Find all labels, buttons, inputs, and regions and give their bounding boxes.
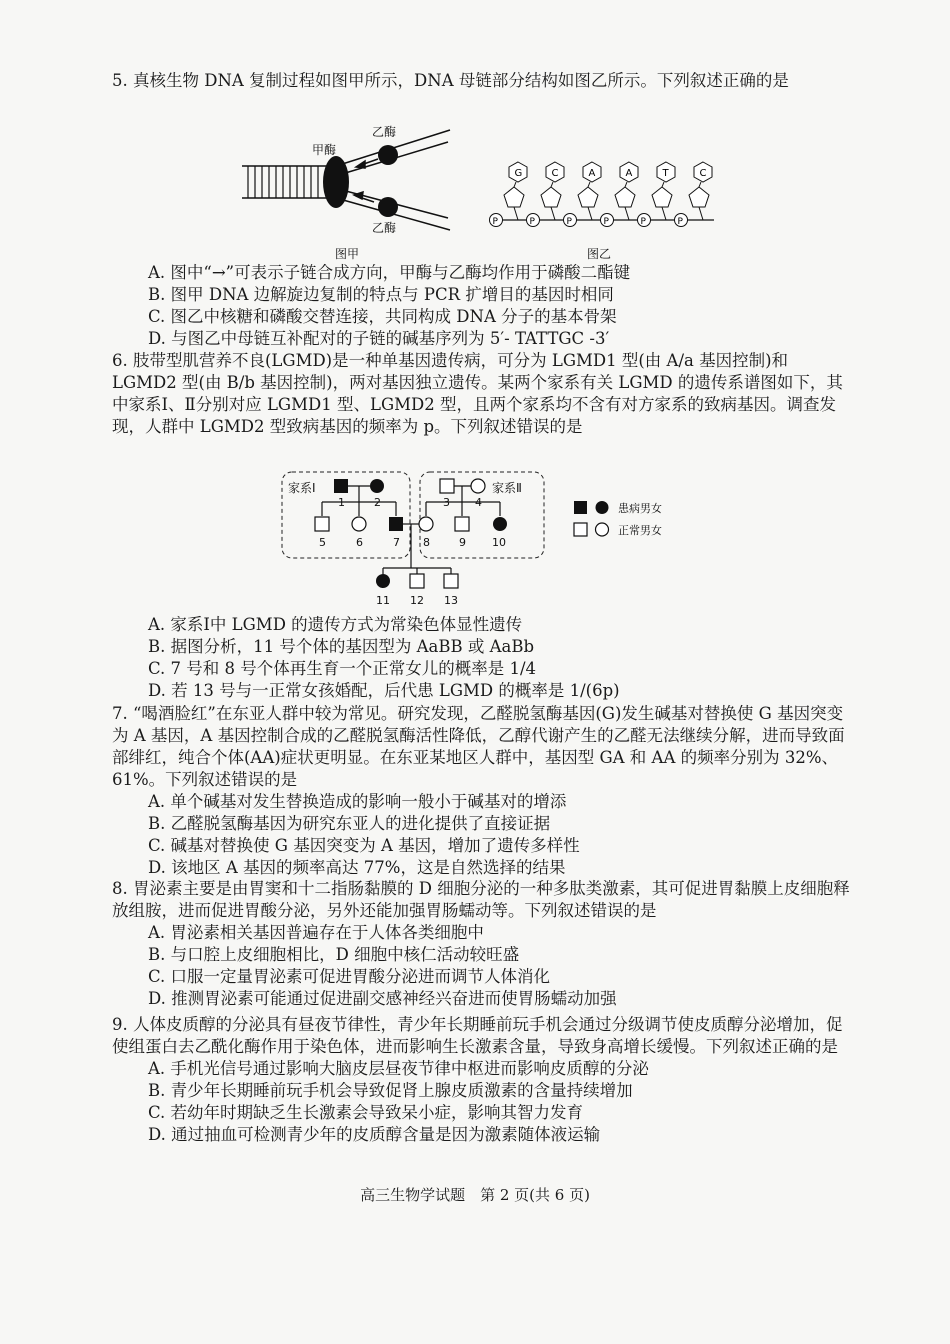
individual-2	[370, 479, 384, 493]
base-letter: A	[625, 168, 633, 179]
sugar-4	[615, 187, 635, 207]
caption-jia: 图甲	[335, 247, 360, 260]
individual-5	[315, 517, 329, 531]
label-enzyme-yi-upper: 乙酶	[372, 125, 397, 139]
individual-7	[389, 517, 403, 531]
individual-13	[444, 574, 458, 588]
number-9: 9	[459, 536, 466, 549]
sugar-link	[588, 207, 592, 220]
enzyme-yi-upper	[378, 145, 398, 165]
enzyme-yi-lower	[378, 197, 398, 217]
number-12: 12	[410, 594, 424, 607]
question-stem: 5. 真核生物 DNA 复制过程如图甲所示，DNA 母链部分结构如图乙所示。下列叙述正确的是	[112, 71, 789, 90]
page-footer: 高三生物学试题 第 2 页(共 6 页)	[360, 1186, 590, 1204]
phosphate-label: P	[566, 217, 572, 227]
base-letter: C	[699, 168, 707, 179]
base-link	[662, 182, 664, 187]
question-6	[112, 350, 852, 438]
option-a[interactable]: A. 胃泌素相关基因普遍存在于人体各类细胞中	[148, 923, 484, 942]
option-b[interactable]: B. 图甲 DNA 边解旋边复制的特点与 PCR 扩增目的基因时相同	[148, 285, 614, 304]
label-enzyme-yi-lower: 乙酶	[372, 221, 397, 235]
sugar-link	[551, 207, 555, 220]
number-6: 6	[356, 536, 363, 549]
phosphate-label: P	[640, 217, 646, 227]
individual-9	[455, 517, 469, 531]
number-2: 2	[374, 496, 381, 509]
phosphate-label: P	[677, 217, 683, 227]
phosphate-label: P	[603, 217, 609, 227]
number-10: 10	[492, 536, 506, 549]
number-3: 3	[443, 496, 450, 509]
legend-normal-label: 正常男女	[618, 524, 662, 537]
sugar-1	[504, 187, 524, 207]
sugar-link	[514, 207, 518, 220]
question-5-options	[112, 262, 852, 350]
pedigree-chart	[278, 468, 698, 610]
base-link	[514, 182, 516, 187]
individual-1	[334, 479, 348, 493]
option-b[interactable]: B. 青少年长期睡前玩手机会导致促肾上腺皮质激素的含量持续增加	[148, 1081, 633, 1100]
label-family-2: 家系Ⅱ	[492, 481, 522, 495]
individual-3	[440, 479, 454, 493]
legend-affected-label: 患病男女	[618, 502, 662, 515]
option-a[interactable]: A. 单个碱基对发生替换造成的影响一般小于碱基对的增添	[148, 792, 567, 811]
individual-10	[493, 517, 507, 531]
number-5: 5	[319, 536, 326, 549]
number-1: 1	[338, 496, 345, 509]
question-stem: 7. “喝酒脸红”在东亚人群中较为常见。研究发现，乙醛脱氢酶基因(G)发生碱基对替换使 G 基因突变为 A 基因，A 基因控制合成的乙醛脱氢酶活性降低，乙醇代谢产生的乙醛无法继续分解，进而导致面部绯红，纯合个体(AA)症状更明显。在东亚某地区人群中，基因型 GA 和 AA 的频率分别为 32%、61%。下列叙述错误的是	[112, 704, 845, 789]
option-d[interactable]: D. 通过抽血可检测青少年的皮质醇含量是因为激素随体液运输	[148, 1125, 601, 1144]
sugar-link	[699, 207, 703, 220]
phosphate-label: P	[492, 217, 498, 227]
individual-12	[410, 574, 424, 588]
option-b[interactable]: B. 据图分析，11 号个体的基因型为 AaBB 或 AaBb	[148, 637, 535, 656]
option-b[interactable]: B. 乙醛脱氢酶基因为研究东亚人的进化提供了直接证据	[148, 814, 551, 833]
caption-yi: 图乙	[587, 247, 612, 261]
sugar-6	[689, 187, 709, 207]
base-letter: A	[588, 168, 596, 179]
base-link	[588, 182, 590, 187]
option-d[interactable]: D. 推测胃泌素可能通过促进副交感神经兴奋进而使胃肠蠕动加强	[148, 989, 617, 1008]
base-letter: G	[514, 168, 523, 179]
sugar-2	[541, 187, 561, 207]
question-stem: 8. 胃泌素主要是由胃窦和十二指肠黏膜的 D 细胞分泌的一种多肽类激素，其可促进胃黏膜上皮细胞释放组胺，进而促进胃酸分泌，另外还能加强胃肠蠕动等。下列叙述错误的是	[112, 879, 850, 920]
option-a[interactable]: A. 手机光信号通过影响大脑皮层昼夜节律中枢进而影响皮质醇的分泌	[148, 1059, 649, 1078]
question-stem: 6. 肢带型肌营养不良(LGMD)是一种单基因遗传病，可分为 LGMD1 型(由 A/a 基因控制)和 LGMD2 型(由 B/b 基因控制)，两对基因独立遗传。某两个家系有关 LGMD 的遗传系谱图如下，其中家系Ⅰ、Ⅱ分别对应 LGMD1 型、LGMD2 型，且两个家系均不含有对方家系的致病基因。调查发现，人群中 LGMD2 型致病基因的频率为 p。下列叙述错误的是	[112, 351, 843, 436]
nucleotide-list	[490, 162, 713, 227]
option-d[interactable]: D. 与图乙中母链互补配对的子链的碱基序列为 5′- TATTGC -3′	[148, 329, 610, 348]
option-b[interactable]: B. 与口腔上皮细胞相比，D 细胞中核仁活动较旺盛	[148, 945, 520, 964]
sugar-3	[578, 187, 598, 207]
legend-normal-female	[596, 523, 609, 536]
base-link	[699, 182, 701, 187]
legend-affected-male	[574, 501, 587, 514]
legend-normal-male	[574, 523, 587, 536]
individual-8	[419, 517, 433, 531]
question-6-options	[112, 614, 852, 702]
enzyme-jia	[323, 156, 349, 208]
figure-jia	[238, 118, 468, 260]
number-11: 11	[376, 594, 390, 607]
legend-affected-female	[596, 501, 609, 514]
option-a[interactable]: A. 图中“→”可表示子链合成方向，甲酶与乙酶均作用于磷酸二酯键	[148, 263, 631, 282]
option-a[interactable]: A. 家系Ⅰ中 LGMD 的遗传方式为常染色体显性遗传	[148, 615, 523, 634]
sugar-5	[652, 187, 672, 207]
number-7: 7	[393, 536, 400, 549]
option-d[interactable]: D. 若 13 号与一正常女孩婚配，后代患 LGMD 的概率是 1/(6p)	[148, 681, 620, 700]
base-letter: T	[662, 168, 669, 179]
option-c[interactable]: C. 口服一定量胃泌素可促进胃酸分泌进而调节人体消化	[148, 967, 551, 986]
individual-6	[352, 517, 366, 531]
sugar-link	[662, 207, 666, 220]
question-stem: 9. 人体皮质醇的分泌具有昼夜节律性，青少年长期睡前玩手机会通过分级调节使皮质醇分泌增加，促使组蛋白去乙酰化酶作用于染色体，进而影响生长激素含量，导致身高增长缓慢。下列叙述正确的是	[112, 1015, 843, 1056]
question-8	[112, 878, 852, 1010]
number-4: 4	[475, 496, 482, 509]
option-c[interactable]: C. 7 号和 8 号个体再生育一个正常女儿的概率是 1/4	[148, 659, 537, 678]
base-letter: C	[551, 168, 559, 179]
question-5	[112, 70, 852, 92]
option-c[interactable]: C. 图乙中核糖和磷酸交替连接，共同构成 DNA 分子的基本骨架	[148, 307, 617, 326]
base-link	[625, 182, 627, 187]
label-enzyme-jia: 甲酶	[312, 143, 337, 157]
base-link	[551, 182, 553, 187]
number-8: 8	[423, 536, 430, 549]
question-9	[112, 1014, 852, 1146]
individual-11	[376, 574, 390, 588]
sugar-link	[625, 207, 629, 220]
option-d[interactable]: D. 该地区 A 基因的频率高达 77%，这是自然选择的结果	[148, 858, 566, 877]
label-family-1: 家系Ⅰ	[288, 481, 316, 495]
phosphate-label: P	[529, 217, 535, 227]
individual-4	[471, 479, 485, 493]
option-c[interactable]: C. 若幼年时期缺乏生长激素会导致呆小症，影响其智力发育	[148, 1103, 584, 1122]
option-c[interactable]: C. 碱基对替换使 G 基因突变为 A 基因，增加了遗传多样性	[148, 836, 580, 855]
question-7	[112, 703, 852, 879]
number-13: 13	[444, 594, 458, 607]
figure-yi	[484, 150, 724, 262]
